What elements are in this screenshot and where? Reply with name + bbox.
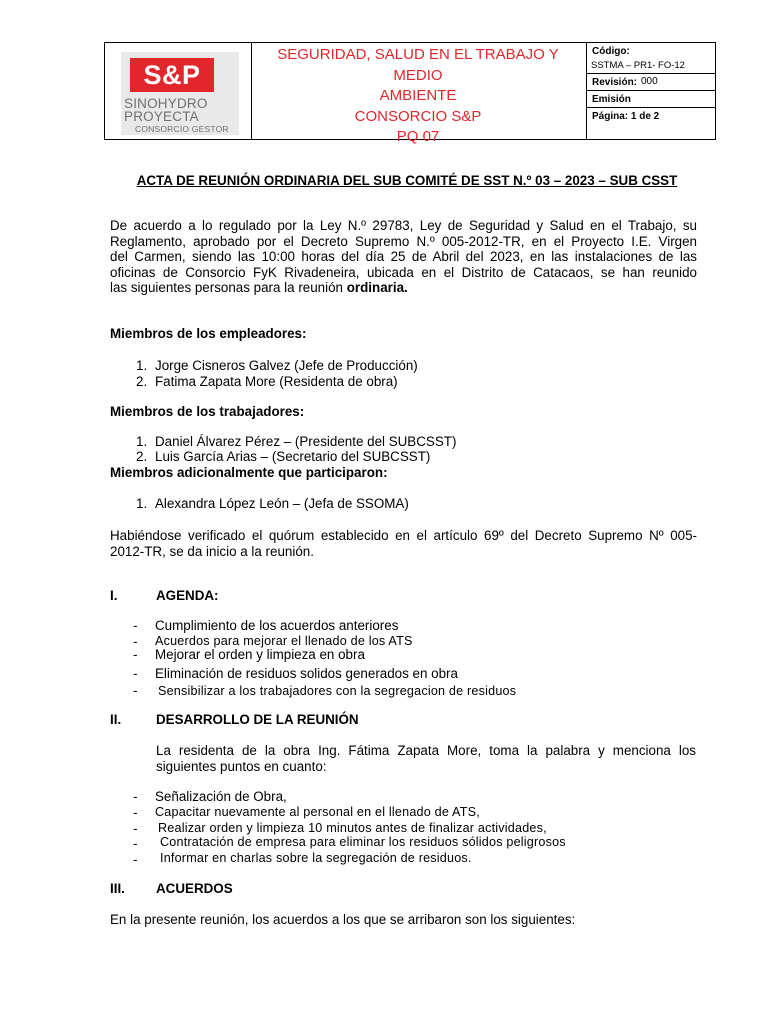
document-title: ACTA DE REUNIÓN ORDINARIA DEL SUB COMITÉ DE SST N.º 03 – 2023 – SUB CSST [136,173,678,188]
desarrollo-item: Realizar orden y limpieza 10 minutos antes de finalizar actividades, [158,821,547,835]
desarrollo-item: Señalización de Obra, [155,789,287,804]
list-item: Luis García Arias – (Secretario del SUBCSST) [155,449,431,464]
agenda-item: Eliminación de residuos solidos generados en obra [155,666,458,681]
intro-paragraph [110,218,697,296]
agenda-item: Mejorar el orden y limpieza en obra [155,647,365,662]
desarrollo-item: Contratación de empresa para eliminar los residuos sólidos peligrosos [160,835,566,849]
list-number: 2. [136,449,148,464]
desarrollo-paragraph [156,743,696,774]
section-number: II. [110,712,122,727]
empleadores-heading: Miembros de los empleadores: [110,326,307,341]
header-title-line: SEGURIDAD, SALUD EN EL TRABAJO Y MEDIO [277,46,559,84]
logo-text-consorcio: CONSORCIO GESTOR [135,124,229,134]
bullet-dash: - [133,647,138,662]
intro-line: del Carmen, siendo las 10:00 horas del día 25 de Abril del 2023, en las instalaciones de las [110,249,697,264]
agenda-heading: AGENDA: [156,588,219,603]
section-number: I. [110,588,118,603]
intro-line: oficinas de Consorcio FyK Rivadeneira, ubicada en el Distrito de Catacaos, se han reunido [110,264,697,280]
quorum-line: Habiéndose verificado el quórum establecido en el artículo 69º del Decreto Supremo Nº 005- [110,528,697,543]
intro-line: De acuerdo a lo regulado por la Ley N.º 29783, Ley de Seguridad y Salud en el Trabajo, su [110,218,697,233]
list-item: Fatima Zapata More (Residenta de obra) [155,374,398,389]
adicionales-heading: Miembros adicionalmente que participaron: [110,465,388,480]
codigo-value: SSTMA – PR1- FO-12 [591,60,685,71]
revision-label: Revisión: [592,77,638,88]
intro-line-last [110,280,697,296]
desarrollo-line: siguientes puntos en cuanto: [156,758,327,774]
section-number: III. [110,881,125,896]
emision-label: Emisión [592,94,631,105]
quorum-line: 2012-TR, se da inicio a la reunión. [110,543,314,559]
header-title-line: PQ 07 [396,128,440,145]
header-title-line: AMBIENTE [379,87,457,104]
intro-bold-text: ordinaria. [346,280,408,295]
list-item: Daniel Álvarez Pérez – (Presidente del SUBCSST) [155,434,457,449]
agenda-item: Cumplimiento de los acuerdos anteriores [155,618,399,633]
desarrollo-heading: DESARROLLO DE LA REUNIÓN [156,712,359,727]
list-item: Jorge Cisneros Galvez (Jefe de Producción) [155,358,418,373]
bullet-dash: - [133,805,138,820]
desarrollo-line: La residenta de la obra Ing. Fátima Zapata More, toma la palabra y menciona los [156,743,696,758]
header-divider [586,43,587,139]
logo-text-proyecta: PROYECTA [124,109,199,124]
bullet-dash: - [133,821,138,836]
quorum-paragraph [110,528,697,559]
company-logo [121,52,239,135]
agenda-item: Sensibilizar a los trabajadores con la segregacion de residuos [158,684,517,698]
intro-line: Reglamento, aprobado por el Decreto Supremo N.º 005-2012-TR, en el Proyecto I.E. Virgen [110,233,697,249]
bullet-dash: - [133,618,138,633]
list-number: 1. [136,358,148,373]
document-header-table [104,42,716,145]
bullet-dash: - [133,634,138,649]
list-number: 2. [136,374,148,389]
bullet-dash: - [133,666,138,681]
intro-text: las siguientes personas para la reunión [110,280,347,295]
codigo-label: Código: [592,46,630,57]
acuerdos-heading: ACUERDOS [156,881,233,896]
bullet-dash: - [133,789,138,804]
header-row-divider [586,107,715,108]
trabajadores-heading: Miembros de los trabajadores: [110,404,305,419]
agenda-item: Acuerdos para mejorar el llenado de los ATS [155,634,413,648]
logo-mark: S&P [130,58,214,92]
desarrollo-item: Capacitar nuevamente al personal en el llenado de ATS, [155,805,480,819]
bullet-dash: - [133,852,138,867]
header-title-line: CONSORCIO S&P [354,107,482,125]
header-row-divider [586,90,715,91]
logo-text-sinohydro: SINOHYDRO [124,96,208,111]
bullet-dash: - [133,836,138,851]
header-title [251,45,585,148]
revision-value: 000 [641,76,658,87]
pagina-label: Página: 1 de 2 [592,111,660,122]
list-number: 1. [136,434,148,449]
header-row-divider [586,73,715,74]
bullet-dash: - [133,683,138,698]
list-number: 1. [136,496,148,511]
list-item: Alexandra López León – (Jefa de SSOMA) [155,496,409,511]
desarrollo-item: Informar en charlas sobre la segregación de residuos. [160,851,472,865]
acuerdos-text: En la presente reunión, los acuerdos a los que se arribaron son los siguientes: [110,912,576,927]
